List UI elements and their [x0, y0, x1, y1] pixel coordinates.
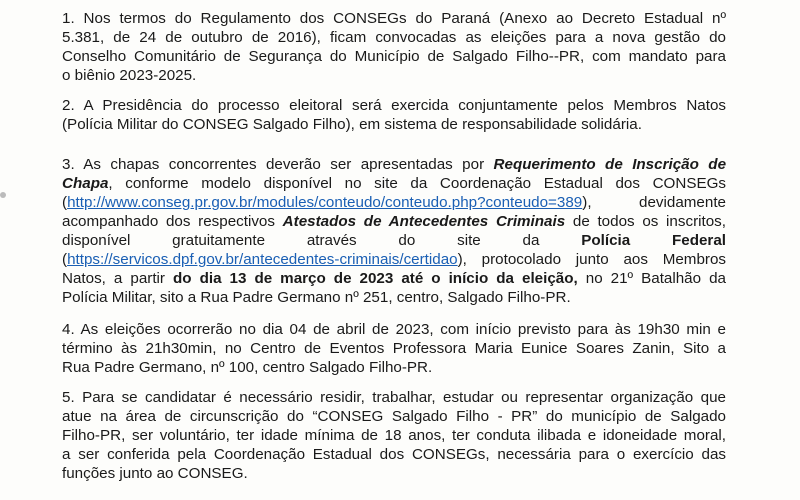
p3-line-2: [62, 174, 726, 193]
p5-line-2: atue na área de circunscrição do “CONSEG Salgado Filho - PR” do município de Salgado: [62, 408, 726, 425]
policia-federal-emphasis: Polícia Federal: [581, 232, 726, 249]
p2-line-2: (Polícia Militar do CONSEG Salgado Filho), em sistema de responsabilidade solidária.: [62, 116, 642, 133]
p3-text: Natos, a partir: [62, 270, 173, 287]
conseg-link[interactable]: http://www.conseg.pr.gov.br/modules/conteudo/conteudo.php?conteudo=389: [67, 194, 583, 211]
p3-text: ), devidamente: [582, 194, 726, 211]
p2-line-1: 2. A Presidência do processo eleitoral será exercida conjuntamente pelos Membros Natos: [62, 97, 726, 114]
p1-line-3: Conselho Comunitário de Segurança do Município de Salgado Filho--PR, com mandato para: [62, 48, 726, 65]
p3-line-8: Polícia Militar, sito a Rua Padre Germano nº 251, centro, Salgado Filho-PR.: [62, 289, 571, 306]
chapa-emphasis: Chapa: [62, 175, 109, 192]
paragraph-2: [62, 96, 726, 134]
p3-text: (: [62, 251, 68, 268]
p5-line-3: Filho-PR, ser voluntário, ter idade mínima de 18 anos, ter conduta ilibada e idoneidade moral,: [62, 427, 726, 444]
paragraph-5: [62, 388, 726, 483]
p5-line-4: a ser conferida pela Coordenação Estadual dos CONSEGs, necessária para o exercício das: [62, 446, 726, 463]
p3-line-4: [62, 212, 726, 231]
p3-text: disponível gratuitamente através do site da: [62, 232, 582, 249]
p3-line-5: [62, 231, 726, 250]
p3-line-3: [62, 193, 726, 212]
p3-text: , conforme modelo disponível no site da Coordenação Estadual dos CONSEGs: [108, 175, 726, 192]
p4-line-1: 4. As eleições ocorrerão no dia 04 de abril de 2023, com início previsto para às 19h30 min e: [62, 321, 726, 338]
paragraph-1: [62, 9, 726, 85]
p3-line-6: [62, 250, 726, 269]
dpf-link[interactable]: https://servicos.dpf.gov.br/antecedentes-criminais/certidao: [67, 251, 458, 268]
p3-text: ), protocolado junto aos Membros: [457, 251, 726, 268]
p1-line-4: o biênio 2023-2025.: [62, 67, 197, 84]
p3-text: acompanhado dos respectivos: [62, 213, 283, 230]
date-range-emphasis: do dia 13 de março de 2023 até o início da eleição,: [173, 270, 578, 287]
p1-line-2: 5.381, de 24 de outubro de 2016), ficam convocadas as eleições para a nova gestão do: [62, 29, 726, 46]
requerimento-emphasis: Requerimento de Inscrição de: [493, 156, 726, 173]
p5-line-5: funções junto ao CONSEG.: [62, 465, 248, 482]
p4-line-2: término às 21h30min, no Centro de Eventos Professora Maria Eunice Soares Zanin, Sito a: [62, 340, 726, 357]
p3-text: (: [62, 194, 68, 211]
p3-text: 3. As chapas concorrentes deverão ser apresentadas por: [62, 156, 494, 173]
p5-line-1: 5. Para se candidatar é necessário residir, trabalhar, estudar ou representar organização que: [62, 389, 726, 406]
p3-text: no 21º Batalhão da: [577, 270, 726, 287]
p3-line-7: [62, 269, 726, 288]
p3-line-1: [62, 155, 726, 174]
scan-hole-mark: [0, 192, 6, 198]
atestados-emphasis: Atestados de Antecedentes Criminais: [282, 213, 566, 230]
paragraph-3: [62, 155, 726, 307]
p4-line-3: Rua Padre Germano, nº 100, centro Salgado Filho-PR.: [62, 359, 433, 376]
paragraph-4: [62, 320, 726, 377]
p3-text: de todos os inscritos,: [565, 213, 726, 230]
p1-line-1: 1. Nos termos do Regulamento dos CONSEGs do Paraná (Anexo ao Decreto Estadual nº: [62, 10, 726, 27]
